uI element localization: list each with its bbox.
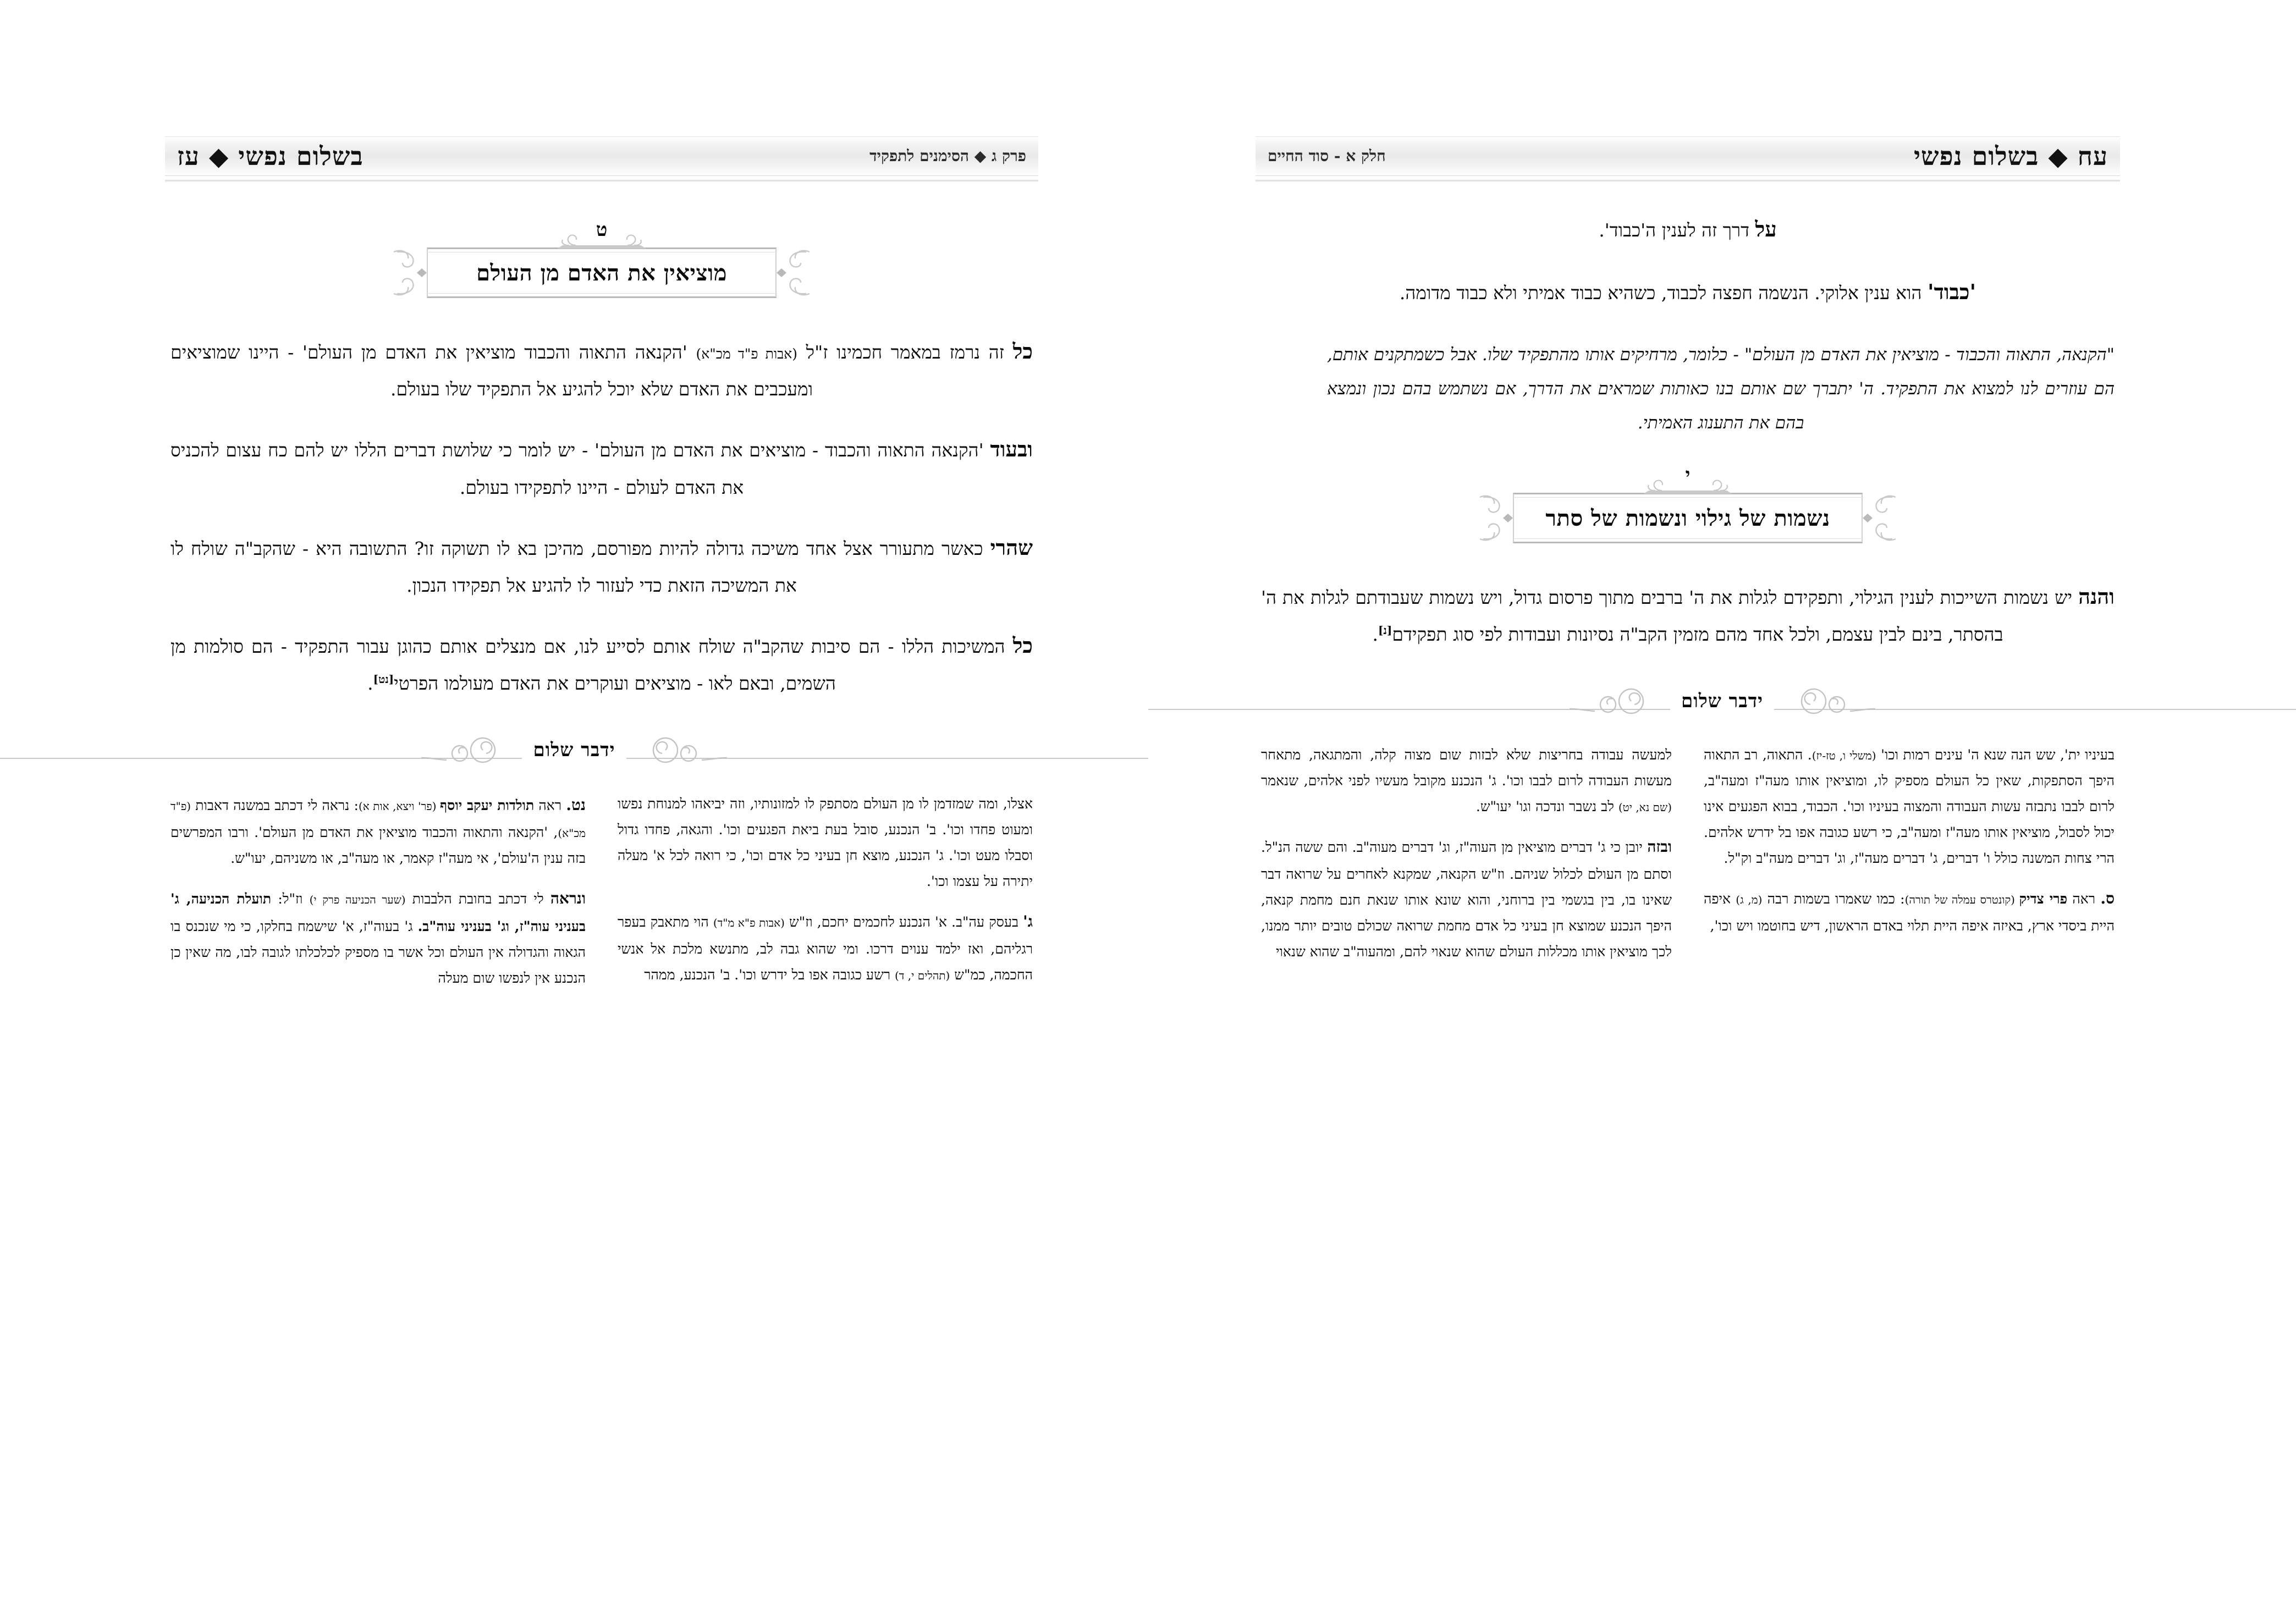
footnote-text: לי דכתב בחובת הלבבות (405, 891, 550, 907)
footnote-column-left (618, 791, 1033, 991)
footnote-citation-2: (פ"ד מכ"א) (170, 799, 586, 840)
footnote-columns-right (0, 791, 1148, 991)
body-left (1148, 176, 2296, 653)
swirl-flourish-icon (1793, 685, 1875, 719)
footnote-text-2: : נראה לי דכתב במשנה דאבות (191, 797, 359, 813)
footnote-text: אצלו, ומה שמזדמן לו מן העולם מסתפק לו למזונותיו, וזה יביאהו למנוחת נפשו ומעוט פחדו וכו'. ב' הנכנע, סובל בעת ביאת הפגעים וכו'. והגאה, פחדו גדול וסבלו מעט וכו'. ג' הנכנע, מוצא חן בעיני כל אדם וכו', כי רואה לכל א' מעלה יתירה על עצמו וכו'. (618, 795, 1033, 889)
paragraph-lead-word: כל (1012, 633, 1033, 658)
footnote-column-right (1261, 742, 1672, 965)
body-right (0, 176, 1148, 702)
scroll-flourish-icon (1475, 488, 1523, 548)
paragraph-text: זה נרמז במאמר חכמינו ז"ל (797, 342, 1013, 363)
footnote-text-2: הוי מתאבק בעפר רגליהם, ואז ילמד ענוים דרכו. ומי שהוא גבה לב, מתנשא מלכת אל אנשי החכמה, כמ"ש (618, 913, 1033, 983)
footnote-citation: (משלי ו, טז-יז) (1812, 748, 1876, 762)
footnote-text-3: , 'הקנאה והתאוה והכבוד מוציאין את האדם מן העולם'. ורבו המפרשים בזה ענין ה'עולם', אי מעה"ז קאמר, או מעה"ב, או משניהם, יעו"ש. (170, 824, 586, 867)
footnote-item (1261, 742, 1672, 819)
commentary-divider-label: ידבר שלום (522, 739, 626, 761)
paragraph-lead-word: ובעוד (990, 437, 1033, 462)
page-left (1148, 0, 2296, 1619)
paragraph-tail: . (1372, 624, 1378, 646)
footnote-reference[interactable]: [נט] (373, 673, 394, 686)
footnote-reference[interactable]: [נ] (1378, 624, 1392, 637)
commentary-divider-label: ידבר שלום (1670, 690, 1774, 712)
footnote-text: בעיניו ית', שש הנה שנא ה' עינים רמות וכו' (1876, 746, 2115, 763)
ornamental-letter-right (544, 219, 659, 241)
paragraph (1261, 209, 2115, 250)
footnote-column-left (1704, 742, 2115, 965)
paragraph (1261, 576, 2115, 652)
footnote-book-name: תועלת הכניעה, ג' בעניני עוה"ז, וג' בעניני עוה"ב. (170, 891, 586, 934)
footnote-item (170, 884, 586, 991)
footnote-citation: (שער הכניעה פרק י) (309, 893, 406, 907)
footnote-text: ראה (2067, 890, 2101, 907)
paragraph (170, 527, 1033, 603)
paragraph (1261, 272, 2115, 312)
footnote-citation: (שם נא, יט) (1618, 800, 1672, 814)
swirl-flourish-icon (1570, 685, 1652, 719)
paragraph-text-2: 'הקנאה התאוה והכבוד מוציאין את האדם מן העולם' - היינו שמוציאים ומעכבים את האדם שלא יוכל להגיע אל התפקיד שלו בעולם. (170, 342, 813, 400)
footnote-item (1704, 884, 2115, 939)
footnote-item (618, 791, 1033, 894)
running-head-left (1256, 136, 2120, 176)
footnote-columns-left (1148, 742, 2296, 965)
footnote-text-3: רשע כגובה אפו בל ידרש וכו'. ב' הנכנע, ממהר (644, 967, 895, 983)
footnote-citation: (קונטרס עמלה של תורה) (1904, 893, 2019, 906)
ornamental-letter-left (1630, 464, 1746, 486)
paragraph-citation: (אבות פ"ד מכ"א) (696, 346, 798, 362)
footnote-item (618, 907, 1033, 988)
footnote-citation-2: (מ, ג) (1736, 893, 1763, 906)
running-head-title-left: עח ◆ בשלום נפשי (1913, 141, 2108, 171)
paragraph-text: המשיכות הללו - הם סיבות שהקב"ה שולח אותם לסייע לנו, אם מנצלים אותם כהוגן עבור התפקיד - הם סולמות מן השמים, ובאם לאו - מוציאים ועוקרים את האדם מעולמו הפרטי (170, 636, 1013, 695)
footnote-text-2: : כמו שאמרו בשמות רבה (1762, 890, 1905, 907)
running-head-title-right: בשלום נפשי ◆ עז (177, 141, 364, 171)
swirl-flourish-icon (645, 734, 727, 768)
footnote-text-2: לב נשבר ונדכה וגו' יעו"ש. (1475, 798, 1618, 814)
running-head-chapter-right: פרק ג ◆ הסימנים לתפקיד (869, 147, 1026, 165)
paragraph (170, 429, 1033, 505)
paragraph-text: 'הקנאה התאוה והכבוד - מוציאים את האדם מן העולם' - יש לומר כי שלושת דברים הללו יש להם כח עצום להכניס את האדם לעולם - היינו לתפקידו בעולם. (170, 439, 990, 498)
footnote-lead-word: ונראה (550, 889, 586, 908)
footnote-column-right (170, 791, 586, 991)
swirl-flourish-icon (421, 734, 504, 768)
footnote-number: ס. (2100, 889, 2115, 907)
footnote-item (1704, 742, 2115, 871)
paragraph-lead-word: שהרי (990, 535, 1033, 560)
section-title-left: נשמות של גילוי ונשמות של סתר (1531, 505, 1844, 531)
footnote-item (170, 791, 586, 872)
paragraph (170, 625, 1033, 701)
footnote-text-2: . התאוה, רב התאוה היפך הסתפקות, שאין כל העולם מספיק לו, ומוציאין אותו מעה"ז ומעה"ב, לרום לבבו נתבזה עשות העבודה והמצוה בעיניו וכו'. הכבוד, בבוא הפגעים אינו יכול לסבול, מוציאין אותו מעה"ז ומעה"ב, כי רשע כגובה אפו בל ידרש אלהים. הרי צחות המשנה כולל ו' דברים, ג' דברים מעה"ז, וג' דברים מעה"ב וק"ל. (1704, 746, 2115, 866)
footnote-book-name: תולדות יעקב יוסף (440, 797, 535, 813)
footnote-text-2: וז"ל: (271, 891, 310, 907)
footnote-text-3: ג' בעוה"ז, א' שישמח בחלקו, כי מי שנכנס בו הגאוה והגדולה אין העולם וכל אשר בו מספיק לכלכלתו לגובה לבו, מה שאין כן הנכנע אין לנפשו שום מעלה (170, 918, 586, 986)
scroll-flourish-icon (767, 243, 814, 302)
paragraph-lead-word: על (1755, 217, 1777, 241)
running-head-right (165, 136, 1038, 176)
ornamental-letter-text: ט (596, 219, 608, 241)
footnote-text-3: איפה היית ביסדי ארץ, באיזה איפה היית תלוי באדם הראשון, דיש בחוטמו ויש וכו', (1704, 890, 2115, 934)
block-quote: "הקנאה, התאוה והכבוד - מוציאין את האדם מן העולם" - כלומר, מרחיקים אותו מהתפקיד שלו. אבל כשמתקנים אותם, הם עוזרים לנו למצוא את התפקיד. ה' יתברך שם אותם בנו כאותות שמראים את הדרך, אם נשתמש בהם נכון ונמצא בהם את התענוג האמיתי. (1327, 345, 2115, 433)
paragraph-text: יש נשמות השייכות לענין הגילוי, ותפקידם לגלות את ה' ברבים מתוך פרסום גדול, ויש נשמות שעבודתם לגלות את ה' בהסתר, בינם לבין עצמם, ולכל אחד מהם מזמין הקב"ה נסיונות ועבודות לפי סוג תפקידם (1261, 587, 2079, 646)
footnote-text: ראה (534, 797, 566, 813)
paragraph (170, 331, 1033, 407)
footnote-lead-word: ובזה (1647, 837, 1672, 856)
footnote-text: יובן כי ג' דברים מוציאין מן העוה"ז, וג' דברים מעוה"ב. והם ששה הנ"ל. וסתם מן העולם לכלול שניהם. וז"ש הקנאה, שמקנא לאחרים על שרואה דבר שאינו בו, בין בגשמי בין ברוחני, והוא שונא אותו שנאת חנם מחמת קנאה, היפך הנכנע שמוצא חן בעיני כל אדם מחמת שרואה שכולם טובים יותר ממנו, לכך מוציאין אותו מכללות העולם שהוא שנאוי להם, ומהעוה"ב שהוא שנאוי (1261, 839, 1672, 960)
paragraph-tail: . (367, 673, 373, 695)
section-title-right: מוציאין את האדם מן העולם (462, 260, 741, 286)
paragraph-lead-word: כל (1012, 339, 1033, 364)
ornamental-letter-text: י (1685, 464, 1691, 487)
footnote-citation-2: (תהלים י, ד) (895, 969, 950, 983)
footnote-citation: (פר' ויצא, אות א) (358, 799, 441, 813)
paragraph-lead-word: 'כבוד' (1927, 279, 1976, 305)
running-head-chapter-left: חלק א - סוד החיים (1268, 147, 1386, 165)
footnote-item (1261, 833, 1672, 965)
footnote-number: נט. (566, 795, 586, 814)
footnote-citation: (אבות פ"א מ"ד) (713, 916, 785, 929)
commentary-divider-left (1148, 675, 2296, 728)
commentary-divider-right (0, 724, 1148, 777)
scroll-flourish-icon (389, 243, 437, 302)
scroll-flourish-icon (1853, 488, 1900, 548)
footnote-book-name: פרי צדיק (2019, 890, 2068, 907)
footnote-lead-word: ג' (1023, 912, 1033, 930)
footnote-text: למעשה עבודה בחריצות שלא לבזות שום מצוה קלה, והמתגאה, מתאחר מעשות העבודה לרום לבבו וכו'. ג' הנכנע מקובל מעשיו לפני אלהים, שנאמר (1261, 746, 1672, 789)
paragraph-text: הוא ענין אלוקי. הנשמה חפצה לכבוד, כשהיא כבוד אמיתי ולא כבוד מדומה. (1399, 282, 1928, 304)
paragraph-text: דרך זה לענין ה'כבוד'. (1599, 219, 1755, 241)
paragraph-text: כאשר מתעורר אצל אחד משיכה גדולה להיות מפורסם, מהיכן בא לו תשוקה זו? התשובה היא - שהקב"ה שולח לו את המשיכה הזאת כדי לעזור לו להגיע אל תפקידו הנכון. (170, 537, 990, 596)
paragraph-lead-word: והנה (2078, 584, 2115, 609)
footnote-text: בעסק עה"ב. א' הנכנע לחכמים יחכם, וז"ש (784, 913, 1023, 930)
